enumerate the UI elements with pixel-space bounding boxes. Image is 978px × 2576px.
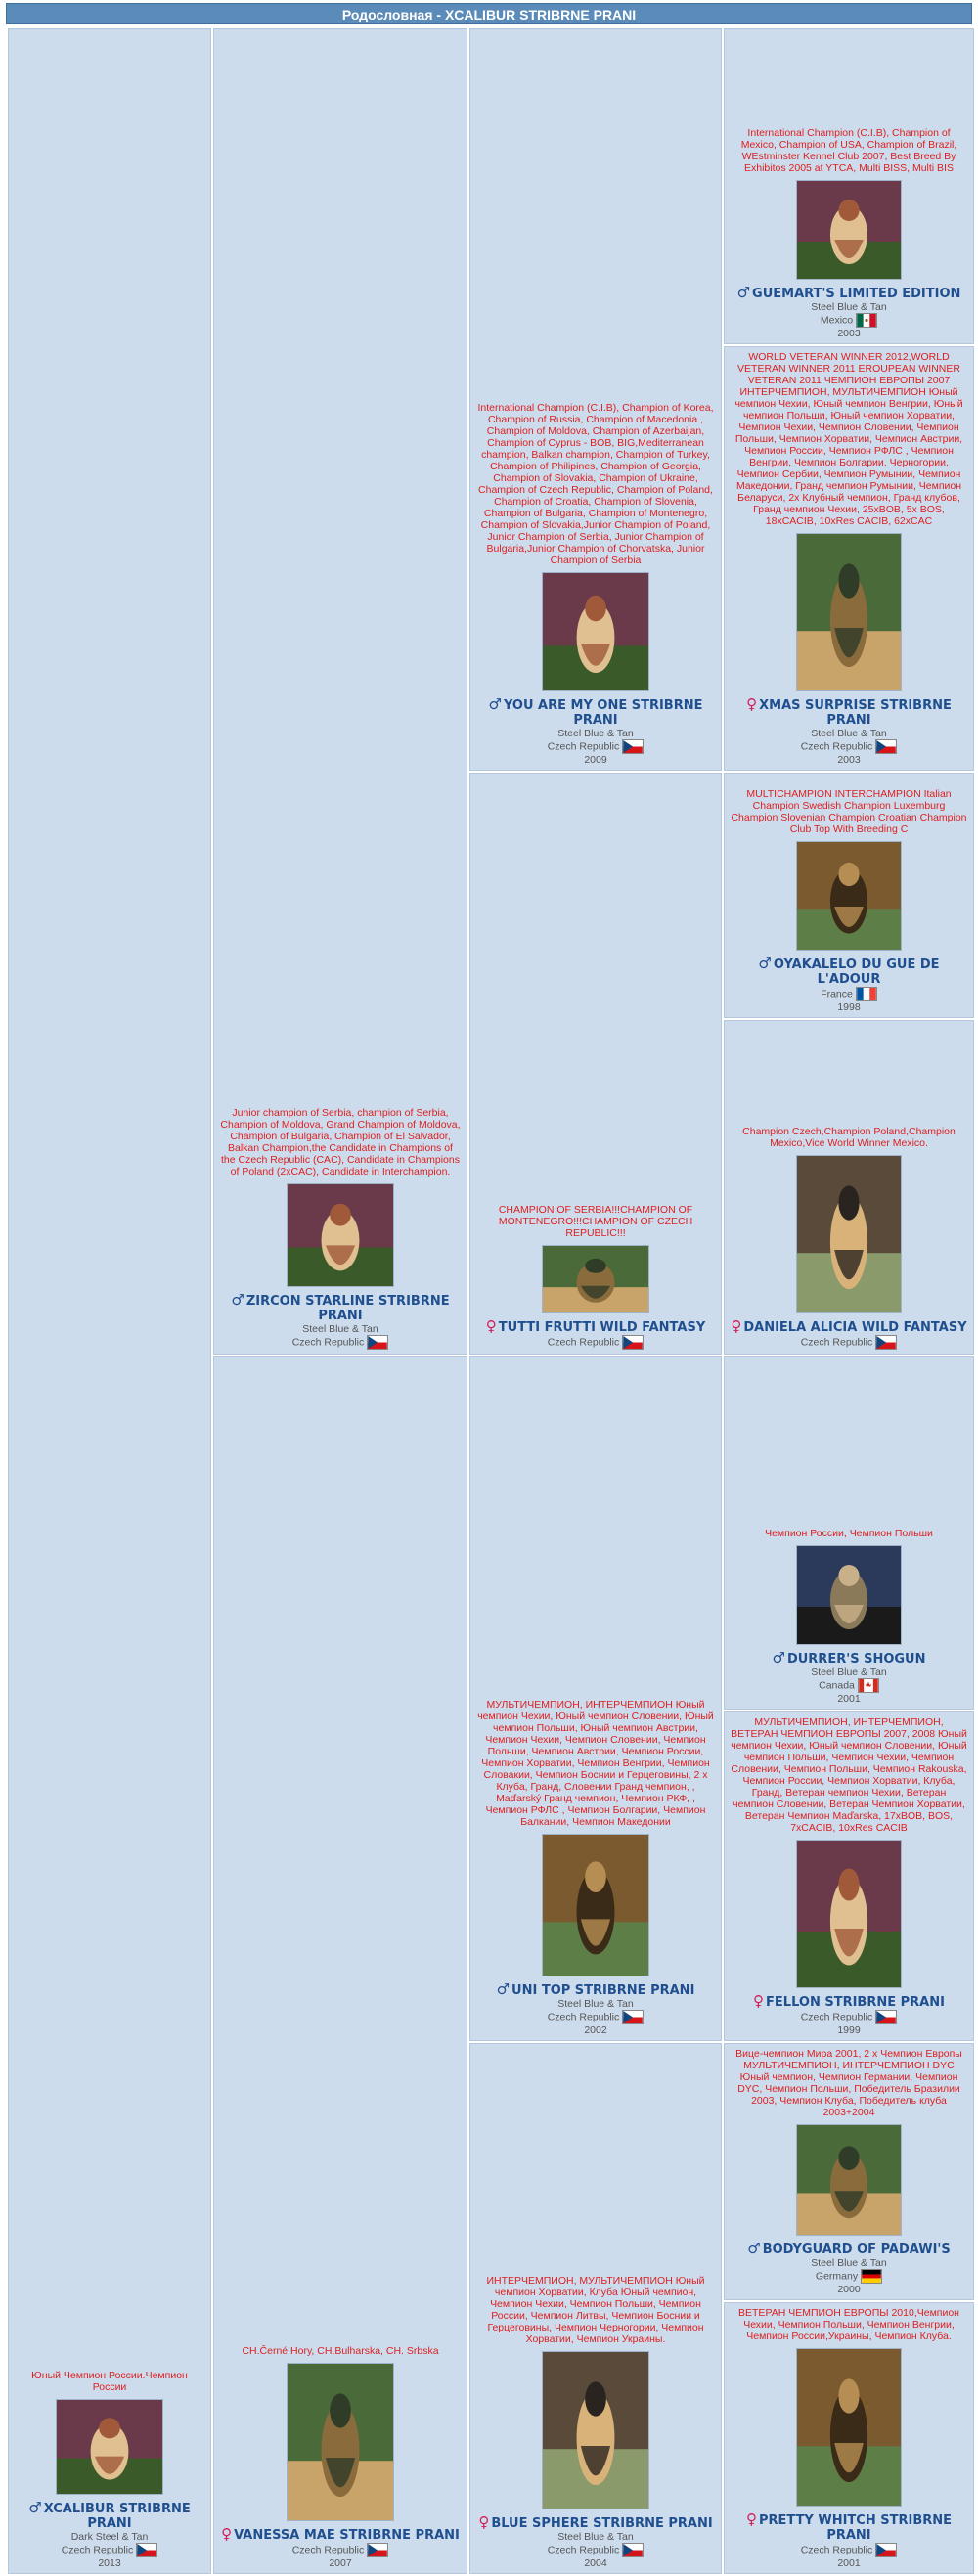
dog-photo[interactable]	[796, 1155, 902, 1313]
dog-color: Steel Blue & Tan	[302, 1323, 378, 1335]
female-sex-icon: ♀	[485, 1317, 497, 1335]
dog-photo[interactable]	[542, 1834, 649, 1976]
dog-country: Czech Republic	[800, 1336, 873, 1349]
dog-name-link[interactable]: TUTTI FRUTTI WILD FANTASY	[498, 1320, 706, 1335]
dog-country: Czech Republic	[800, 2011, 873, 2023]
pedigree-cell-gen1	[8, 28, 211, 2574]
male-sex-icon: ♂	[496, 1980, 511, 1998]
dog-country: Czech Republic	[800, 2544, 873, 2556]
dog-color: Steel Blue & Tan	[557, 1998, 634, 2010]
mx-flag-icon	[856, 313, 877, 328]
dog-titles: Junior champion of Serbia, champion of Serbia, Champion of Moldova, Grand Champion of Moldova, Champion of Bulgaria, Champion of El Salvador, Balkan Champion,the Candidate in Champions of the Czech Republic (CAC), Candidate in Champions of Poland (2xCAC), Candidate in Interchampion.	[220, 1107, 461, 1177]
pedigree-cell-gen3	[469, 1356, 722, 2041]
female-sex-icon: ♀	[745, 2510, 757, 2528]
dog-year: 1998	[837, 1001, 861, 1013]
dog-country: Czech Republic	[291, 1336, 365, 1349]
cz-flag-icon	[622, 1335, 644, 1350]
dog-photo[interactable]	[796, 533, 902, 691]
pedigree-cell-gen4	[724, 773, 974, 1018]
dog-photo[interactable]	[796, 1545, 902, 1645]
female-sex-icon: ♀	[746, 695, 758, 713]
pedigree-cell-gen3	[469, 2043, 722, 2574]
dog-name-link[interactable]: XMAS SURPRISE STRIBRNE PRANI	[759, 698, 952, 728]
dog-photo[interactable]	[796, 841, 902, 951]
cz-flag-icon	[136, 2543, 157, 2557]
page-title: Родословная - XCALIBUR STRIBRNE PRANI	[6, 3, 972, 24]
pedigree-cell-gen4	[724, 28, 974, 344]
dog-country: Canada	[819, 1679, 855, 1692]
ca-flag-icon	[858, 1678, 879, 1693]
dog-name-link[interactable]: BODYGUARD OF PADAWI'S	[762, 2243, 951, 2257]
dog-country: Czech Republic	[547, 740, 620, 753]
dog-country: Mexico	[820, 314, 854, 327]
dog-name-link[interactable]: FELLON STRIBRNE PRANI	[766, 1995, 945, 2010]
dog-year: 2004	[584, 2557, 607, 2569]
pedigree-cell-gen2	[213, 28, 467, 1355]
cz-flag-icon	[367, 2543, 388, 2557]
dog-photo[interactable]	[542, 2351, 649, 2509]
male-sex-icon: ♂	[231, 1291, 244, 1309]
dog-color: Steel Blue & Tan	[811, 2257, 887, 2269]
male-sex-icon: ♂	[488, 695, 502, 713]
male-sex-icon: ♂	[747, 2240, 761, 2257]
dog-photo[interactable]	[542, 572, 649, 691]
cz-flag-icon	[367, 1335, 388, 1350]
dog-titles: Champion Czech,Champion Poland,Champion Mexico,Vice World Winner Mexico.	[742, 1126, 956, 1149]
dog-titles: WORLD VETERAN WINNER 2012,WORLD VETERAN WINNER 2011 EROUPEAN WINNER VETERAN 2011 ЧЕМПИОН ЕВРОПЫ 2007 ИНТЕРЧЕМПИОН, МУЛЬТИЧЕМПИОН Юный чемпион Чехии, Юный чемпион Венгрии, Юный чемпион Польши, Юный чемпион Хорватии, Чемпион Чехии, Чемпион Словении, Чемпион Польши, Чемпион Хорватии, Чемпион Австрии, Чемпион России, Чемпион РФЛС , Чемпион Венгрии, Чемпион Болгарии, Черногории, Чемпион Сербии, Чемпион Румынии, Чемпион Македонии, Гранд чемпион Румынии, Чемпион Беларуси, 2x Клубный чемпион, Гранд клубов, Гранд чемпион Чехии, 25xBOB, 5x BOS, 18xCACIB, 10xRes CACIB, 62xCAC	[734, 351, 963, 527]
dog-year: 2013	[98, 2557, 121, 2569]
dog-titles: МУЛЬТИЧЕМПИОН, ИНТЕРЧЕМПИОН Юный чемпион Чехии, Юный чемпион Словении, Юный чемпион Польши, Юный чемпион Австрии, Чемпион Чехии, Чемпион Словении, Чемпион Польши, Чемпион Австрии, Чемпион России, Чемпион Хорватии, Чемпион Венгрии, Чемпион Словакии, Чемпион Боснии и Герцеговины, 2 x Клуба, Гранд, Словении Гранд чемпион, , Maďarský Гранд чемпион, Чемпион РКФ, , Чемпион РФЛС , Чемпион Болгарии, Чемпион Балкании, Чемпион Македонии	[477, 1699, 714, 1828]
dog-country: France	[821, 988, 853, 1000]
dog-color: Steel Blue & Tan	[811, 301, 887, 313]
dog-country: Czech Republic	[547, 2011, 620, 2023]
female-sex-icon: ♀	[221, 2525, 233, 2543]
dog-name-link[interactable]: DANIELA ALICIA WILD FANTASY	[743, 1320, 967, 1335]
cz-flag-icon	[875, 739, 897, 754]
dog-photo[interactable]	[796, 2348, 902, 2507]
pedigree-cell-gen4	[724, 2302, 974, 2574]
dog-name-link[interactable]: YOU ARE MY ONE STRIBRNE PRANI	[503, 698, 703, 728]
female-sex-icon: ♀	[753, 1992, 765, 2010]
cz-flag-icon	[622, 2543, 644, 2557]
dog-year: 1999	[837, 2024, 861, 2036]
dog-name-link[interactable]: UNI TOP STRIBRNE PRANI	[511, 1983, 695, 1998]
cz-flag-icon	[875, 2010, 897, 2024]
dog-titles: ИНТЕРЧЕМПИОН, МУЛЬТИЧЕМПИОН Юный чемпион Хорватии, Клуба Юный чемпион, Чемпион Чехии, Чемпион Польши, Чемпион России, Чемпион Литвы, Чемпион Боснии и Герцеговины, Чемпион Черногории, Чемпион Хорватии, Чемпион Украины.	[486, 2275, 705, 2345]
pedigree-cell-gen4	[724, 2043, 974, 2300]
pedigree-table	[6, 26, 976, 2576]
pedigree-cell-gen2	[213, 1356, 467, 2574]
dog-name-link[interactable]: OYAKALELO DU GUE DE L'ADOUR	[773, 957, 940, 987]
female-sex-icon: ♀	[731, 1317, 742, 1335]
cz-flag-icon	[875, 2543, 897, 2557]
dog-photo[interactable]	[287, 2363, 394, 2521]
pedigree-cell-gen3	[469, 28, 722, 771]
dog-year: 2002	[584, 2024, 607, 2036]
dog-photo[interactable]	[796, 2124, 902, 2236]
male-sex-icon: ♂	[736, 284, 751, 301]
male-sex-icon: ♂	[758, 955, 772, 972]
dog-photo[interactable]	[56, 2399, 163, 2495]
dog-color: Steel Blue & Tan	[557, 2531, 634, 2543]
dog-color: Steel Blue & Tan	[811, 728, 887, 739]
dog-country: Czech Republic	[547, 1336, 620, 1349]
dog-country: Czech Republic	[61, 2544, 134, 2556]
dog-titles: CHAMPION OF SERBIA!!!CHAMPION OF MONTENEGRO!!!CHAMPION OF CZECH REPUBLIC!!!	[498, 1204, 693, 1239]
dog-titles: МУЛЬТИЧЕМПИОН, ИНТЕРЧЕМПИОН, ВЕТЕРАН ЧЕМПИОН ЕВРОПЫ 2007, 2008 Юный чемпион Чехии, Юный чемпион Словении, Юный чемпион Польши, Чемпион Чехии, Чемпион Словении, Чемпион Польши, Чемпион Rakouska, Чемпион России, Чемпион Хорватии, Клуба, Гранд, Ветеран чемпион Чехии, Ветеран чемпион Словении, Ветеран Чемпион Хорватии, Ветеран Чемпион Maďarska, 17xBOB, BOS, 7xCACIB, 10xRes CACIB	[731, 1716, 967, 1834]
dog-titles: Юный Чемпион России.Чемпион России	[31, 2370, 188, 2393]
female-sex-icon: ♀	[478, 2513, 490, 2531]
dog-titles: International Champion (C.I.B), Champion of Mexico, Champion of USA, Champion of Brazil, WEstminster Kennel Club 2007, Best Breed By Exhibitos 2005 at YTCA, Multi BISS, Multi BIS	[740, 127, 957, 174]
dog-name-link[interactable]: BLUE SPHERE STRIBRNE PRANI	[491, 2516, 713, 2531]
dog-name-link[interactable]: PRETTY WHITCH STRIBRNE PRANI	[758, 2513, 953, 2543]
male-sex-icon: ♂	[772, 1649, 785, 1666]
dog-country: Czech Republic	[291, 2544, 365, 2556]
cz-flag-icon	[875, 1335, 897, 1350]
dog-name-link[interactable]: ZIRCON STARLINE STRIBRNE PRANI	[245, 1294, 450, 1323]
dog-year: 2001	[837, 2557, 861, 2569]
dog-photo[interactable]	[796, 1840, 902, 1988]
dog-titles: CH.Černé Hory, CH.Bulharska, CH. Srbska	[242, 2345, 439, 2357]
dog-year: 2001	[837, 1693, 861, 1705]
pedigree-cell-gen4	[724, 346, 974, 771]
dog-titles: ВЕТЕРАН ЧЕМПИОН ЕВРОПЫ 2010,Чемпион Чехии, Чемпион Польши, Чемпион Венгрии, Чемпион России,Украины, Чемпион Клуба.	[738, 2307, 959, 2342]
pedigree-cell-gen3	[469, 773, 722, 1355]
dog-name-link[interactable]: GUEMART'S LIMITED EDITION	[752, 287, 961, 301]
dog-photo[interactable]	[287, 1183, 394, 1287]
de-flag-icon	[861, 2269, 882, 2284]
dog-color: Dark Steel & Tan	[70, 2531, 149, 2543]
dog-titles: Чемпион России, Чемпион Польши	[765, 1528, 933, 1539]
pedigree-cell-gen4	[724, 1711, 974, 2041]
cz-flag-icon	[622, 739, 644, 754]
dog-titles: Вице-чемпион Мира 2001, 2 x Чемпион Европы МУЛЬТИЧЕМПИОН, ИНТЕРЧЕМПИОН DYC Юный чемпион, Чемпион Германии, Чемпион DYC, Чемпион Польши, Победитель Бразилии 2003, Чемпион Клуба, Победитель клуба 2003+2004	[735, 2048, 962, 2118]
dog-color: Steel Blue & Tan	[557, 728, 634, 739]
dog-year: 2003	[837, 328, 861, 339]
pedigree-cell-gen4	[724, 1356, 974, 1710]
dog-country: Czech Republic	[800, 740, 873, 753]
male-sex-icon: ♂	[28, 2499, 42, 2516]
dog-year: 2007	[329, 2557, 352, 2569]
dog-color: Steel Blue & Tan	[811, 1666, 887, 1678]
dog-name-link[interactable]: DURRER'S SHOGUN	[786, 1652, 926, 1666]
dog-country: Czech Republic	[547, 2544, 620, 2556]
dog-name-link[interactable]: VANESSA MAE STRIBRNE PRANI	[234, 2528, 460, 2543]
fr-flag-icon	[856, 987, 877, 1001]
dog-country: Germany	[815, 2270, 859, 2283]
dog-titles: International Champion (C.I.B), Champion of Korea, Champion of Russia, Champion of Macedonia , Champion of Moldova, Champion of Azerbaijan, Champion of Cyprus - BOB, BIG,Mediterranean champion, Balkan champion, Champion of Turkey, Champion of Philipines, Champion of Georgia, Champion of Slovakia, Champion of Ukraine, Champion of Czech Republic, Champion of Poland, Champion of Croatia, Champion of Slovenia, Champion of Bulgaria, Champion of Montenegro, Champion of Slovakia,Junior Champion of Poland, Junior Champion of Serbia, Junior Champion of Bulgaria,Junior Champion of Chorvatska, Junior Champion of Serbia	[477, 402, 714, 566]
dog-year: 2003	[837, 754, 861, 766]
dog-titles: MULTICHAMPION INTERCHAMPION Italian Champion Swedish Champion Luxemburg Champion Slovenian Champion Croatian Champion Club Top With Breeding C	[731, 788, 967, 835]
dog-year: 2009	[584, 754, 607, 766]
dog-name-link[interactable]: XCALIBUR STRIBRNE PRANI	[43, 2502, 191, 2531]
cz-flag-icon	[622, 2010, 644, 2024]
dog-photo[interactable]	[796, 180, 902, 280]
dog-year: 2000	[837, 2284, 861, 2295]
dog-photo[interactable]	[542, 1245, 649, 1313]
pedigree-cell-gen4	[724, 1020, 974, 1355]
